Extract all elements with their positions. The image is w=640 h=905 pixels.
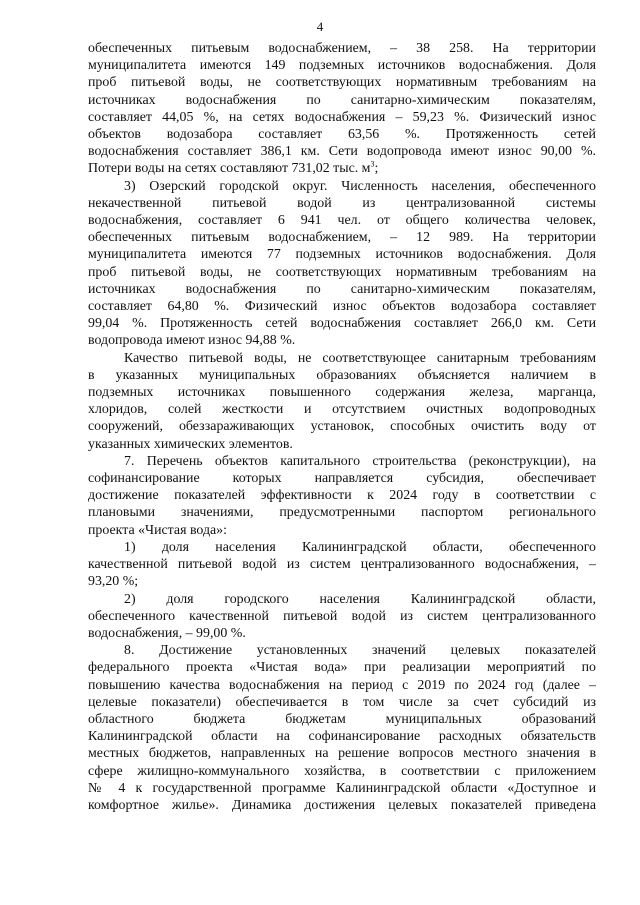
text-line: водопровода имеют износ 94,88 %.	[88, 333, 296, 349]
text-line: обеспеченного качественной питьевой водой из систем централизованного	[88, 608, 596, 624]
text-line: местных бюджетов, направленных на решение вопросов местного значения в	[88, 746, 596, 762]
text-line: обеспеченных питьевым водоснабжением, – 38 258. На территории	[88, 41, 596, 56]
text-line: водоснабжения, составляет 6 941 чел. от общего количества человек,	[88, 213, 596, 229]
text-line: некачественной питьевой водой из централизованной системы	[88, 195, 596, 211]
text-line: проб питьевой воды, не соответствующих нормативным требованиям на	[88, 264, 596, 280]
paragraph-item-7-1	[88, 539, 596, 591]
text-line: 2) доля городского населения Калининградской области,	[124, 591, 596, 607]
superscript: 3	[370, 159, 375, 169]
text-line: 8. Достижение установленных значений целевых показателей	[124, 643, 596, 659]
text-line: 1) доля населения Калининградской области, обеспеченного	[124, 539, 596, 555]
text-line: плановыми значениями, предусмотренными паспортом регионального	[88, 505, 596, 521]
text-line: в указанных муниципальных образованиях объясняется наличием в	[88, 367, 596, 383]
text-line: повышению качества водоснабжения на период с 2019 по 2024 год (далее –	[88, 677, 596, 693]
text-line: проекта «Чистая вода»:	[88, 522, 227, 538]
text-fragment: Потери воды на сетях составляют 731,02 тыс. м	[88, 161, 371, 177]
text-line: достижение показателей эффективности к 2024 году в соответствии с	[88, 488, 596, 504]
paragraph-item-8	[88, 642, 596, 814]
text-line: целевые показатели) обеспечивается в том числе за счет субсидий из	[88, 694, 596, 710]
text-line: 99,04 %. Протяженность сетей водоснабжения составляет 266,0 км. Сети	[88, 316, 596, 332]
text-line: водоснабжения, – 99,00 %.	[88, 625, 246, 641]
text-line: указанных химических элементов.	[88, 436, 293, 452]
paragraph-water-quality	[88, 350, 596, 453]
paragraph-item-7	[88, 453, 596, 539]
text-line: хлоридов, солей жесткости и отсутствием очистных водопроводных	[88, 402, 596, 418]
page-number: 4	[316, 19, 324, 34]
text-line: областного бюджета бюджетам муниципальных образований	[88, 711, 596, 727]
text-fragment: ;	[374, 161, 379, 177]
text-line: софинансирование которых направляется субсидия, обеспечивает	[88, 471, 596, 487]
text-line: водоснабжения составляет 386,1 км. Сети водопровода имеют износ 90,00 %.	[88, 144, 596, 160]
text-line: 7. Перечень объектов капитального строительства (реконструкции), на	[124, 453, 596, 469]
text-line: 3) Озерский городской округ. Численность населения, обеспеченного	[124, 178, 596, 194]
text-line: 93,20 %;	[88, 574, 139, 590]
text-line: Качество питьевой воды, не соответствующее санитарным требованиям	[124, 350, 596, 366]
text-line: Калининградской области на софинансирование расходных обязательств	[88, 729, 596, 745]
text-line: качественной питьевой водой из систем централизованного водоснабжения, –	[88, 557, 596, 573]
text-line: обеспеченных питьевым водоснабжением, – 12 989. На территории	[88, 230, 596, 246]
text-line: сфере жилищно-коммунального хозяйства, в соответствии с приложением	[88, 763, 596, 779]
text-line: муниципалитета имеются 149 подземных источников водоснабжения. Доля	[88, 58, 596, 74]
paragraph-item-7-2	[88, 591, 596, 643]
text-line: муниципалитета имеются 77 подземных источников водоснабжения. Доля	[88, 247, 596, 263]
text-line: проб питьевой воды, не соответствующих нормативным требованиям на	[88, 75, 596, 91]
text-line: сооружений, обеззараживающих установок, способных очистить воду от	[88, 419, 596, 435]
text-line	[88, 160, 596, 177]
text-line: федерального проекта «Чистая вода» при реализации мероприятий по	[88, 660, 596, 676]
text-line: составляет 64,80 %. Физический износ объектов водозабора составляет	[88, 299, 596, 315]
text-line: объектов водозабора составляет 63,56 %. Протяженность сетей	[88, 127, 596, 143]
text-line: источниках водоснабжения по санитарно-химическим показателям,	[88, 281, 596, 297]
paragraph-ozersk-district	[88, 178, 596, 350]
text-line: № 4 к государственной программе Калининградской области «Доступное и	[88, 780, 596, 796]
document-body	[88, 40, 596, 814]
paragraph-balashikha-continuation	[88, 40, 596, 178]
text-line: составляет 44,05 %, на сетях водоснабжения – 59,23 %. Физический износ	[88, 109, 596, 125]
text-line: подземных источниках повышенного содержания железа, марганца,	[88, 385, 596, 401]
text-line: источниках водоснабжения по санитарно-химическим показателям,	[88, 92, 596, 108]
text-line: комфортное жилье». Динамика достижения целевых показателей приведена	[88, 797, 596, 813]
